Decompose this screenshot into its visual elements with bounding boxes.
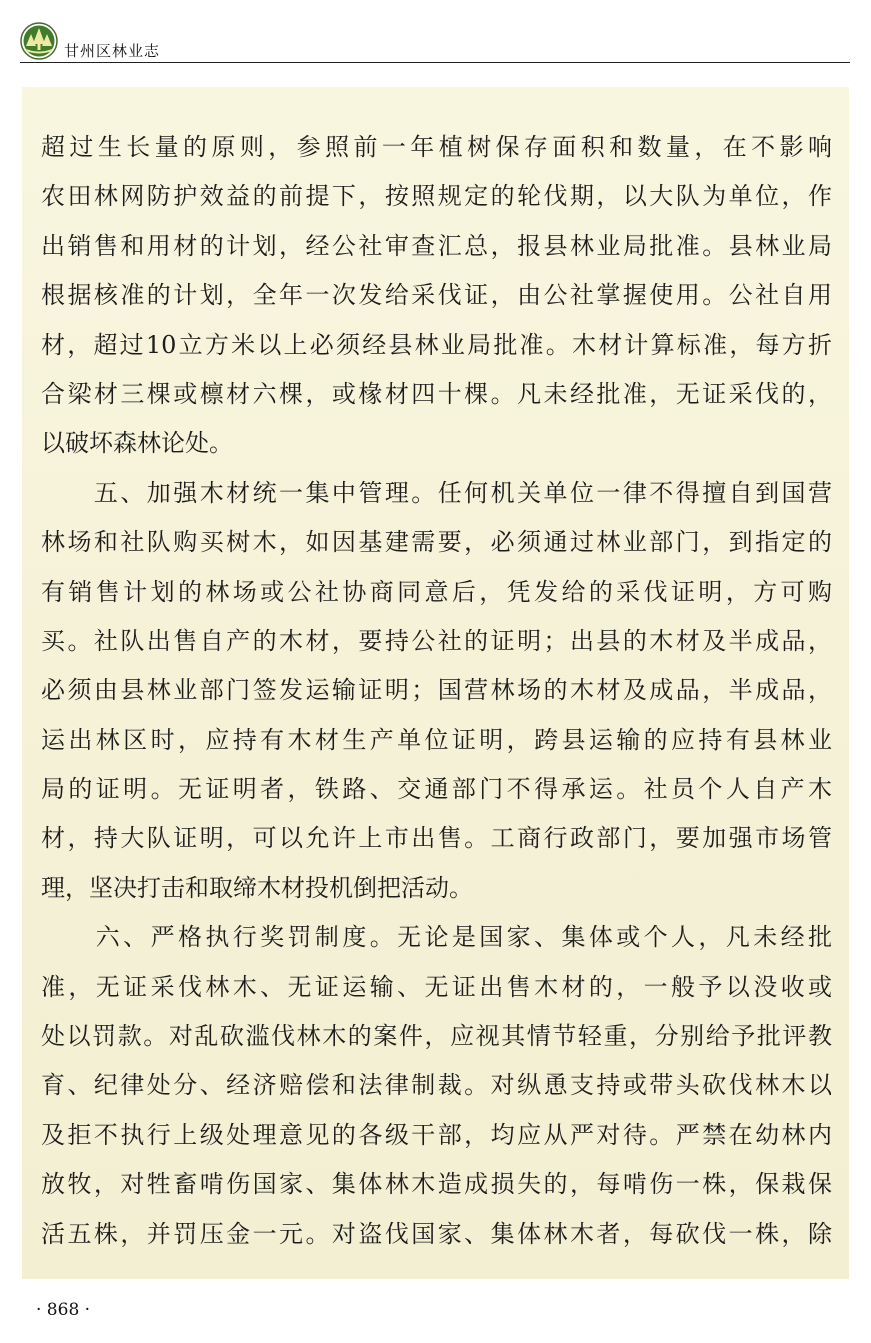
text-line: 材，超过10立方米以上必须经县林业局批准。木材计算标准，每方折 bbox=[41, 330, 832, 359]
page-header bbox=[20, 22, 850, 62]
text-line: 必须由县林业部门签发运输证明；国营林场的木材及成品，半成品， bbox=[41, 676, 832, 705]
header-divider bbox=[20, 62, 850, 63]
text-line: 以破坏森林论处。 bbox=[41, 429, 233, 458]
text-line: 农田林网防护效益的前提下，按照规定的轮伐期，以大队为单位，作 bbox=[41, 182, 832, 211]
text-line: 局的证明。无证明者，铁路、交通部门不得承运。社员个人自产木 bbox=[41, 775, 832, 804]
page-number: · 868 · bbox=[36, 1300, 91, 1320]
body-text bbox=[41, 123, 832, 1259]
text-line: 处以罚款。对乱砍滥伐林木的案件，应视其情节轻重，分别给予批评教 bbox=[41, 1022, 832, 1051]
text-line: 林场和社队购买树木，如因基建需要，必须通过林业部门，到指定的 bbox=[41, 528, 832, 557]
scanned-page bbox=[22, 87, 849, 1279]
text-line: 超过生长量的原则，参照前一年植树保存面积和数量，在不影响 bbox=[41, 133, 832, 161]
text-line: 合梁材三棵或檩材六棵，或椽材四十棵。凡未经批准，无证采伐的， bbox=[41, 379, 832, 408]
text-line: 材，持大队证明，可以允许上市出售。工商行政部门，要加强市场管 bbox=[41, 824, 832, 853]
text-line: 放牧，对牲畜啃伤国家、集体林木造成损失的，每啃伤一株，保栽保 bbox=[41, 1170, 832, 1199]
text-line: 活五株，并罚压金一元。对盗伐国家、集体林木者，每砍伐一株，除 bbox=[41, 1219, 832, 1248]
text-line: 有销售计划的林场或公社协商同意后，凭发给的采伐证明，方可购 bbox=[41, 577, 832, 606]
forest-logo-icon bbox=[20, 22, 58, 60]
book-title: 甘州区林业志 bbox=[64, 42, 161, 60]
text-line: 育、纪律处分、经济赔偿和法律制裁。对纵恿支持或带头砍伐林木以 bbox=[41, 1071, 832, 1100]
text-line: 运出林区时，应持有木材生产单位证明，跨县运输的应持有县林业 bbox=[41, 725, 832, 754]
text-line: 准，无证采伐林木、无证运输、无证出售木材的，一般予以没收或 bbox=[41, 972, 832, 1001]
text-line: 五、加强木材统一集中管理。任何机关单位一律不得擅自到国营 bbox=[41, 478, 832, 507]
text-line: 根据核准的计划，全年一次发给采伐证，由公社掌握使用。公社自用 bbox=[41, 281, 832, 310]
text-line: 出销售和用材的计划，经公社审查汇总，报县林业局批准。县林业局 bbox=[41, 231, 832, 260]
text-line: 买。社队出售自产的木材，要持公社的证明；出县的木材及半成品， bbox=[41, 626, 832, 655]
text-line: 及拒不执行上级处理意见的各级干部，均应从严对待。严禁在幼林内 bbox=[41, 1120, 832, 1149]
text-line: 理，坚决打击和取缔木材投机倒把活动。 bbox=[41, 873, 473, 902]
text-line: 六、严格执行奖罚制度。无论是国家、集体或个人，凡未经批 bbox=[41, 923, 832, 952]
